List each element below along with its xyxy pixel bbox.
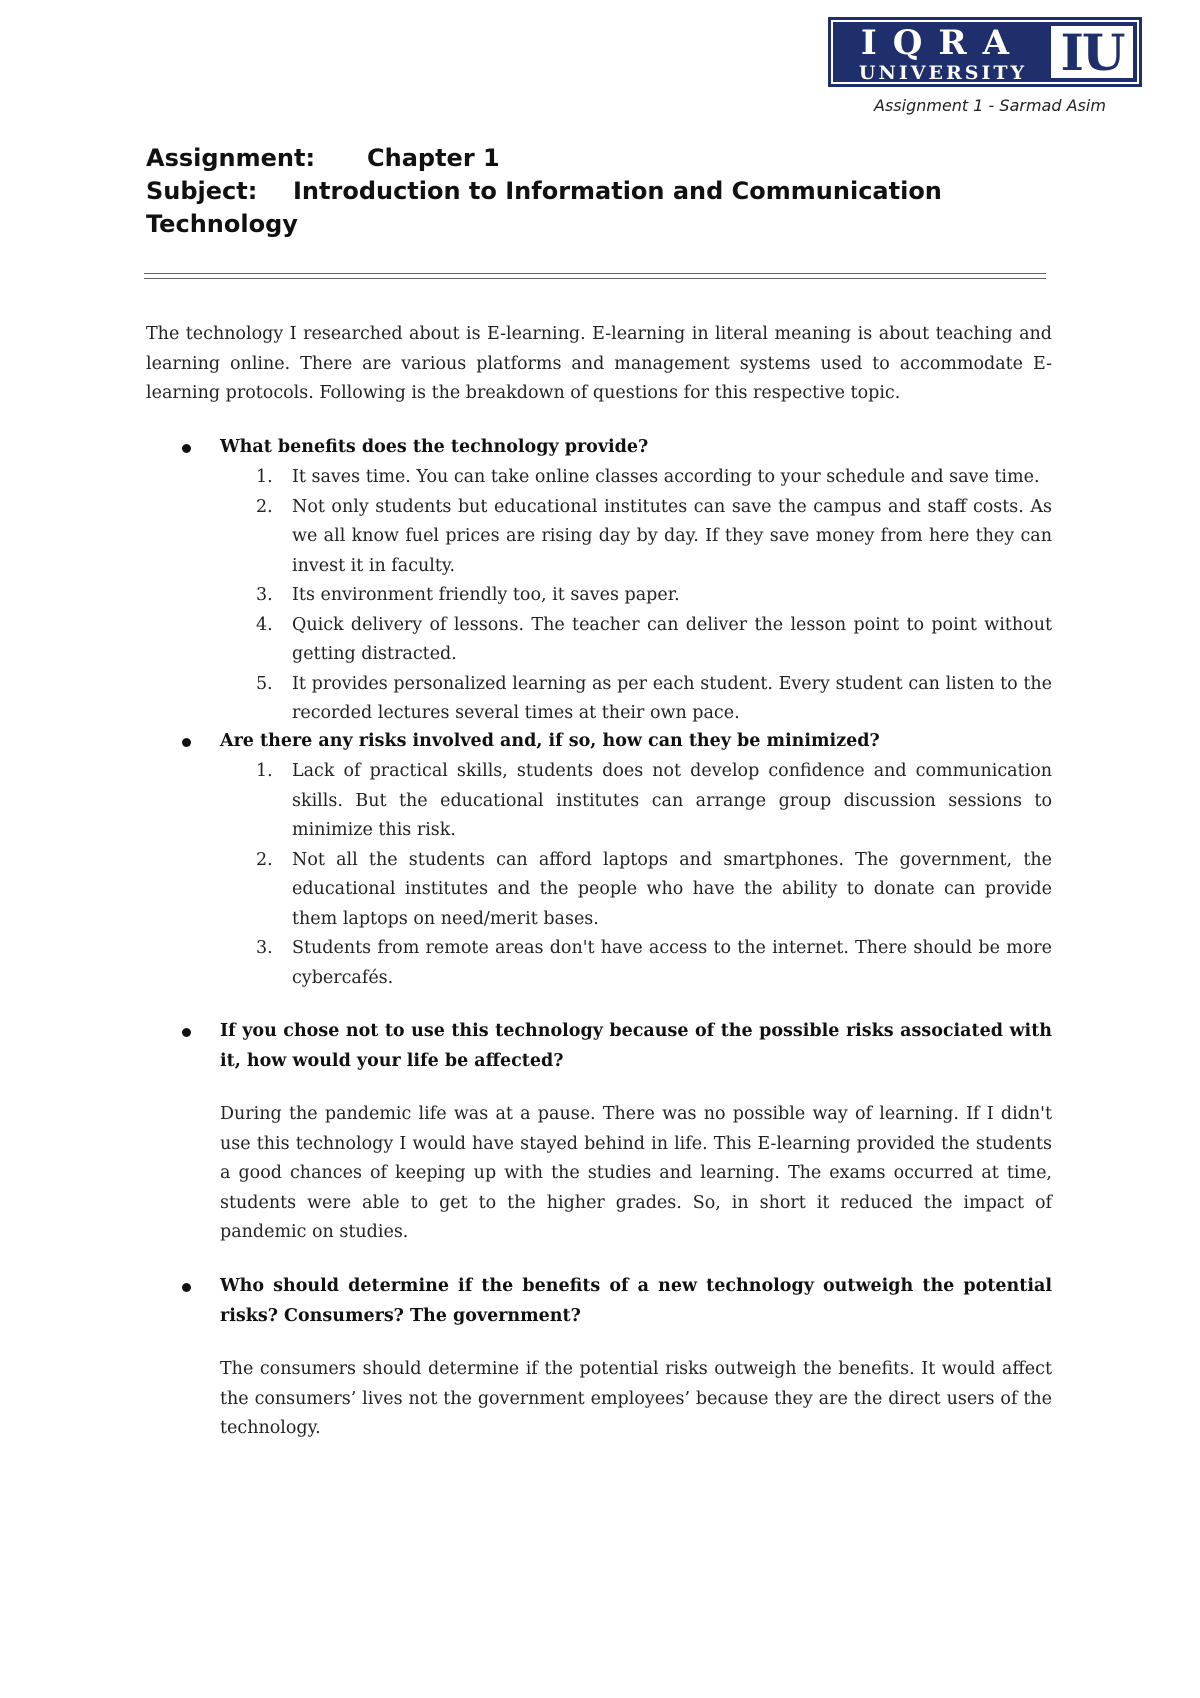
logo-monogram — [1051, 23, 1133, 82]
list-number: 2. — [256, 496, 273, 517]
list-item-text: It provides personalized learning as per each student. Every student can listen to the recorded lectures several times at their own pace. — [292, 673, 1052, 723]
question-heading: Who should determine if the benefits of a new technology outweigh the potential risks? Consumers? The government? — [220, 1276, 1052, 1326]
list-number: 1. — [256, 467, 273, 487]
answer-paragraph: During the pandemic life was at a pause. There was no possible way of learning. If I didn't use this technology I would have stayed behind in life. This E-learning provided the students a good chances of keeping up with the studies and learning. The exams occurred at time, students were able to get to the higher grades. So, in short it reduced the impact of pandemic on studies. — [220, 1104, 1052, 1242]
list-item — [256, 611, 1052, 670]
list-item — [256, 670, 1052, 729]
header-caption: Assignment 1 - Sarmad Asim — [874, 96, 1106, 115]
list-item-text: Quick delivery of lessons. The teacher can deliver the lesson point to point without getting distracted. — [292, 614, 1052, 664]
logo-wordmark-bottom: UNIVERSITY — [858, 62, 1028, 84]
list-number: 4. — [256, 614, 273, 635]
list-item — [256, 581, 1052, 611]
list-item-text: Its environment friendly too, it saves paper. — [292, 585, 680, 605]
benefits-list — [256, 463, 1052, 729]
subject-label: Subject: — [146, 177, 258, 205]
list-number: 5. — [256, 673, 273, 694]
logo-monogram-text: IU — [1060, 23, 1124, 82]
title-divider-bottom — [144, 278, 1046, 279]
list-item-text: Lack of practical skills, students does not develop confidence and communication skills. But the educational institutes can arrange group discussion sessions to minimize this risk. — [292, 761, 1052, 840]
list-number: 3. — [256, 585, 273, 605]
list-item — [256, 463, 1052, 493]
title-block — [146, 142, 1076, 241]
risks-list — [256, 757, 1052, 993]
list-item — [256, 493, 1052, 582]
list-item-text: Students from remote areas don't have access to the internet. There should be more cybercafés. — [292, 938, 1052, 988]
list-number: 2. — [256, 849, 273, 870]
list-item — [256, 934, 1052, 993]
logo-background — [833, 22, 1137, 82]
list-number: 3. — [256, 938, 273, 958]
list-item-text: Not only students but educational institutes can save the campus and staff costs. As we all know fuel prices are rising day by day. If they save money from here they can invest it in faculty. — [292, 496, 1052, 576]
intro-paragraph: The technology I researched about is E-learning. E-learning in literal meaning is about teaching and learning online. There are various platforms and management systems used to accommodate E-learning protocols. Following is the breakdown of questions for this respective topic. — [146, 324, 1052, 403]
list-item-text: It saves time. You can take online classes according to your schedule and save time. — [292, 467, 1040, 487]
assignment-label: Assignment: — [146, 144, 316, 172]
subject-line — [146, 175, 1076, 241]
title-divider-top — [144, 273, 1046, 274]
assignment-line — [146, 142, 1076, 175]
university-logo — [828, 17, 1142, 87]
bullet-icon — [182, 1283, 191, 1292]
question-heading: Are there any risks involved and, if so, how can they be minimized? — [220, 731, 880, 751]
bullet-icon — [182, 738, 191, 747]
list-item — [256, 757, 1052, 846]
logo-wordmark-top: IQRA — [860, 23, 1026, 63]
subject-value: Introduction to Information and Communication Technology — [146, 177, 942, 238]
question-heading: What benefits does the technology provide? — [220, 437, 649, 457]
bullet-icon — [182, 444, 191, 453]
answer-paragraph: The consumers should determine if the potential risks outweigh the benefits. It would affect the consumers’ lives not the government employees’ because they are the direct users of the technology. — [220, 1359, 1052, 1438]
list-number: 1. — [256, 761, 273, 781]
bullet-icon — [182, 1028, 191, 1037]
list-item-text: Not all the students can afford laptops and smartphones. The government, the educational institutes and the people who have the ability to donate can provide them laptops on need/merit bases. — [292, 849, 1052, 929]
question-heading: If you chose not to use this technology because of the possible risks associated with it, how would your life be affected? — [220, 1021, 1052, 1071]
assignment-value: Chapter 1 — [367, 144, 500, 172]
list-item — [256, 846, 1052, 935]
